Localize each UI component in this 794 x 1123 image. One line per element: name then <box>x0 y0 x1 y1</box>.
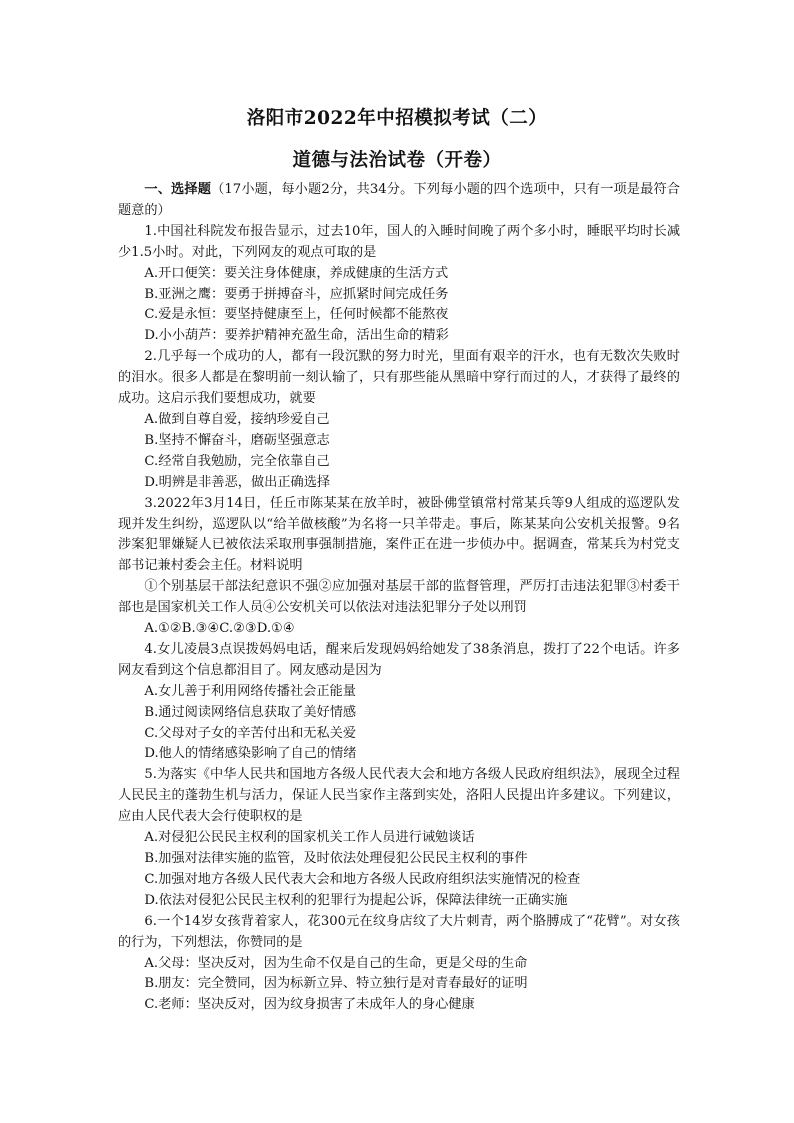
question-3-stem: 3.2022年3月14日，任丘市陈某某在放羊时，被卧佛堂镇常村常某兵等9人组成的巡逻队发现并发生纠纷，巡逻队以“给羊做核酸”为名将一只羊带走。事后，陈某某向公安机关报警。9名涉案犯罪嫌疑人已被依法采取刑事强制措施，案件正在进一步侦办中。据调查，常某兵为村党支部书记兼村委会主任。材料说明 <box>118 495 680 574</box>
question-4-option-b: B.通过阅读网络信息获取了美好情感 <box>144 704 357 720</box>
question-6-option-a: A.父母：坚决反对，因为生命不仅是自己的生命，更是父母的生命 <box>144 955 528 971</box>
question-5-option-c: C.加强对地方各级人民代表大会和地方各级人民政府组织法实施情况的检查 <box>144 871 581 887</box>
question-4-stem: 4.女儿凌晨3点误拨妈妈电话，醒来后发现妈妈给她发了38条消息，拨打了22个电话。许多网友看到这个信息都泪目了。网友感动是因为 <box>118 641 680 678</box>
question-1-option-b: B.亚洲之鹰：要勇于拼搏奋斗，应抓紧时间完成任务 <box>144 286 449 302</box>
question-6-stem: 6.一个14岁女孩背着家人，花300元在纹身店纹了大片刺青，两个胳膊成了“花臂”。对女孩的行为，下列想法，你赞同的是 <box>118 913 680 950</box>
question-4-option-d: D.他人的情绪感染影响了自己的情绪 <box>144 746 357 762</box>
question-1-option-a: A.开口便笑：要关注身体健康，养成健康的生活方式 <box>144 265 449 281</box>
question-5-stem: 5.为落实《中华人民共和国地方各级人民代表大会和地方各级人民政府组织法》，展现全过程人民民主的蓬勃生机与活力，保证人民当家作主落到实处，洛阳人民提出许多建议。下列建议，应由人民代表大会行使职权的是 <box>118 767 680 825</box>
section-description: （17小题，每小题2分，共34分。下列每小题的四个选项中，只有一项是最符合题意的） <box>118 182 680 218</box>
question-4-option-a: A.女儿善于利用网络传播社会正能量 <box>144 683 356 699</box>
section-label: 一、选择题 <box>144 182 212 197</box>
exam-title: 洛阳市2022年中招模拟考试（二） <box>246 108 548 129</box>
question-1-option-d: D.小小葫芦：要养护精神充盈生命，活出生命的精彩 <box>144 328 449 344</box>
question-3-items: ①个别基层干部法纪意识不强②应加强对基层干部的监督管理，严厉打击违法犯罪③村委干部也是国家机关工作人员④公安机关可以依法对违法犯罪分子处以刑罚 <box>118 579 680 616</box>
question-5-option-a: A.对侵犯公民民主权利的国家机关工作人员进行诫勉谈话 <box>144 830 475 846</box>
question-3-options: A.①②B.③④C.②③D.①④ <box>144 621 295 637</box>
question-6-option-b: B.朋友：完全赞同，因为标新立异、特立独行是对青春最好的证明 <box>144 976 528 992</box>
question-2-option-b: B.坚持不懈奋斗，磨砺坚强意志 <box>144 432 330 448</box>
exam-body <box>118 180 680 1016</box>
question-6-option-c: C.老师：坚决反对，因为纹身损害了未成年人的身心健康 <box>144 997 475 1013</box>
question-2-option-a: A.做到自尊自爱，接纳珍爱自己 <box>144 411 330 427</box>
question-4-option-c: C.父母对子女的辛苦付出和无私关爱 <box>144 725 357 741</box>
exam-subtitle: 道德与法治试卷（开卷） <box>292 150 502 171</box>
question-5-option-d: D.依法对侵犯公民民主权利的犯罪行为提起公诉，保障法律统一正确实施 <box>144 892 568 908</box>
question-2-option-d: D.明辨是非善恶，做出正确选择 <box>144 474 331 490</box>
question-2-stem: 2.几乎每一个成功的人，都有一段沉默的努力时光，里面有艰辛的汗水，也有无数次失败时的泪水。很多人都是在黎明前一刻认输了，只有那些能从黑暗中穿行而过的人，才获得了最终的成功。这启示我们要想成功，就要 <box>118 349 680 407</box>
question-5-option-b: B.加强对法律实施的监管，及时依法处理侵犯公民民主权利的事件 <box>144 851 528 866</box>
section-heading <box>118 180 680 222</box>
question-1-option-c: C.爱是永恒：要坚持健康至上，任何时候都不能熬夜 <box>144 307 449 323</box>
question-2-option-c: C.经常自我勉励，完全依靠自己 <box>144 453 330 469</box>
question-1-stem: 1.中国社科院发布报告显示，过去10年，国人的入睡时间晚了两个多小时，睡眠平均时长减少1.5小时。对此，下列网友的观点可取的是 <box>118 223 680 260</box>
